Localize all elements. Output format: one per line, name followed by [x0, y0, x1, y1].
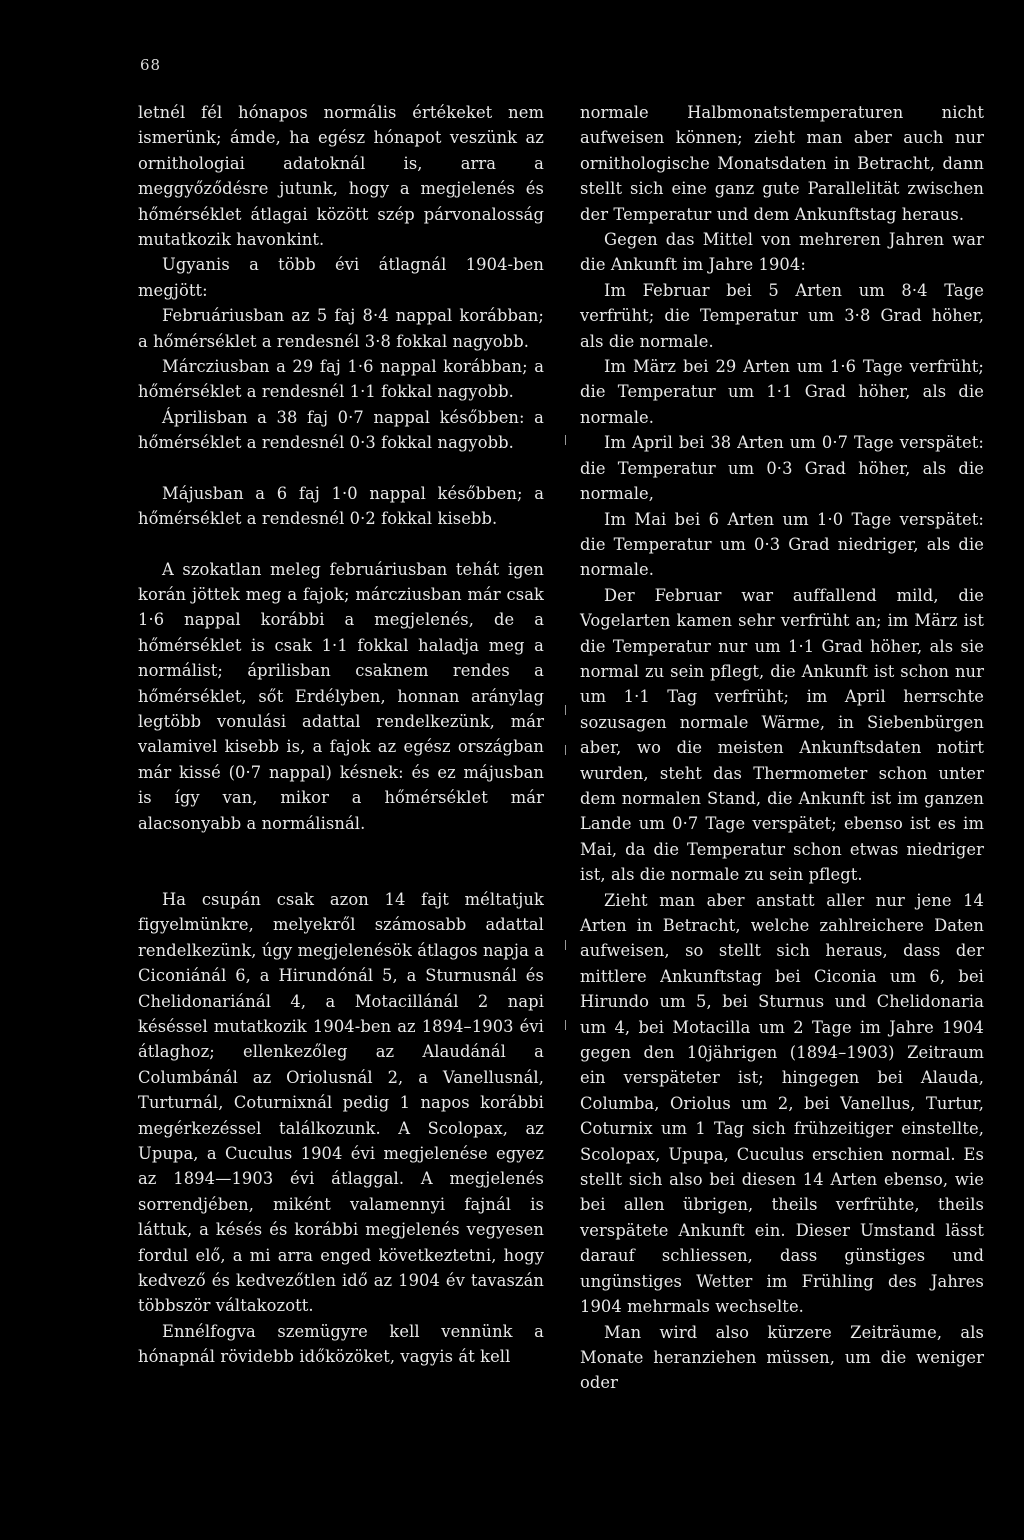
paragraph: Zieht man aber anstatt aller nur jene 14 Arten in Betracht, welche zahlreichere Daten aufweisen, so stellt sich heraus, dass der mittlere Ankunftstag bei Ciconia um 6, bei Hirundo um 5, bei Sturnus und Chelidonaria um 4, bei Motacilla um 2 Tage im Jahre 1904 gegen den 10jährigen (1894–1903) Zeitraum ein verspäteter ist; hingegen bei Alauda, Columba, Oriolus um 2, bei Vanellus, Turtur, Coturnix um 1 Tag sich frühzeitiger einstellte, Scolopax, Upupa, Cuculus erschien normal. Es stellt sich also bei diesen 14 Arten ebenso, wie bei allen übrigen, theils verfrühte, theils verspätete Ankunft ein. Dieser Umstand lässt darauf schliessen, dass günstiges und ungünstiges Wetter im Frühling des Jahres 1904 mehrmals wechselte. — [580, 890, 984, 1317]
german-text-column — [580, 100, 984, 1396]
paragraph: Der Februar war auffallend mild, die Vogelarten kamen sehr verfrüht an; im März ist die Temperatur nur um 1·1 Grad höher, als sie normal zu sein pflegt, die Ankunft ist schon nur um 1·1 Tag verfrüht; im April herrschte sozusagen normale Wärme, in Siebenbürgen aber, wo die meisten Ankunftsdaten notirt wurden, steht das Thermometer schon unter dem normalen Stand, die Ankunft ist im ganzen Lande um 0·7 Tage verspätet; ebenso ist es im Mai, da die Temperatur schon etwas niedriger ist, als die normale zu sein pflegt. — [580, 585, 984, 885]
paragraph: Man wird also kürzere Zeiträume, als Monate heranziehen müssen, um die weniger oder — [580, 1322, 984, 1393]
paragraph: normale Halbmonatstemperaturen nicht aufweisen können; zieht man aber auch nur ornithologische Monatsdaten in Betracht, dann stellt sich eine ganz gute Parallelität zwischen der Temperatur und dem Ankunftstag heraus. — [580, 103, 984, 224]
paragraph: A szokatlan meleg februáriusban tehát igen korán jöttek meg a fajok; márcziusban már csak 1·6 nappal korábbi a megjelenés, de a hőmérséklet is csak 1·1 fokkal haladja meg a normálist; áprilisban csaknem rendes a hőmérséklet, sőt Erdélyben, honnan aránylag legtöbb vonulási adattal rendelkezünk, már valamivel kisebb is, a fajok az egész országban már kissé (0·7 nappal) késnek: és ez májusban is így van, mikor a hőmérséklet már alacsonyabb a normálisnál. — [138, 559, 544, 833]
paragraph: Im April bei 38 Arten um 0·7 Tage verspätet: die Temperatur um 0·3 Grad höher, als die normale, — [580, 433, 984, 504]
paragraph: Gegen das Mittel von mehreren Jahren war die Ankunft im Jahre 1904: — [580, 230, 984, 275]
margin-tick — [565, 705, 566, 715]
paragraph: Im Februar bei 5 Arten um 8·4 Tage verfrüht; die Temperatur um 3·8 Grad höher, als die normale. — [580, 280, 984, 351]
paragraph: Márcziusban a 29 faj 1·6 nappal korábban; a hőmérséklet a rendesnél 1·1 fokkal nagyobb. — [138, 357, 544, 402]
paragraph: Im März bei 29 Arten um 1·6 Tage verfrüht; die Temperatur um 1·1 Grad höher, als die normale. — [580, 357, 984, 427]
margin-tick — [565, 1020, 566, 1030]
paragraph: letnél fél hónapos normális értékeket nem ismerünk; ámde, ha egész hónapot veszünk az ornithologiai adatoknál is, arra a meggyőződésre jutunk, hogy a megjelenés és hőmérséklet átlagai között szép párvonalosság mutatkozik havonkint. — [138, 103, 544, 250]
paragraph: Ugyanis a több évi átlagnál 1904-ben megjött: — [138, 255, 544, 300]
margin-tick — [565, 435, 566, 445]
paragraph: Áprilisban a 38 faj 0·7 nappal későbben: a hőmérséklet a rendesnél 0·3 fokkal nagyobb. — [138, 407, 544, 453]
hungarian-text-column — [138, 100, 544, 1370]
paragraph: Im Mai bei 6 Arten um 1·0 Tage verspätet: die Temperatur um 0·3 Grad niedriger, als die normale. — [580, 509, 984, 580]
paragraph: Februáriusban az 5 faj 8·4 nappal korábban; a hőmérséklet a rendesnél 3·8 fokkal nagyobb. — [138, 306, 544, 351]
page-number: 68 — [140, 56, 162, 74]
paragraph: Májusban a 6 faj 1·0 nappal későbben; a hőmérséklet a rendesnél 0·2 fokkal kisebb. — [138, 483, 544, 529]
paragraph: Ha csupán csak azon 14 fajt méltatjuk figyelmünkre, melyekről számosabb adattal rendelkezünk, úgy megjelenésök átlagos napja a Ciconiánál 6, a Hirundónál 5, a Sturnusnál és Chelidonariánál 4, a Motacillánál 2 napi késéssel mutatkozik 1904-ben az 1894–1903 évi átlaghoz; ellenkezőleg az Alaudánál a Columbánál az Oriolusnál 2, a Vanellusnál, Turturnál, Coturnixnál pedig 1 napos korábbi megérkezéssel találkozunk. A Scolopax, az Upupa, a Cuculus 1904 évi megjelenése egyez az 1894—1903 évi átlaggal. A megjelenés sorrendjében, miként valamennyi fajnál is láttuk, a késés és korábbi megjelenés vegyesen fordul elő, a mi arra enged következtetni, hogy kedvező és kedvezőtlen idő az 1904 év tavaszán többször váltakozott. — [138, 889, 544, 1316]
paragraph: Ennélfogva szemügyre kell vennünk a hónapnál rövidebb időközöket, vagyis át kell — [138, 1321, 544, 1367]
margin-tick — [565, 745, 566, 755]
margin-tick — [565, 940, 566, 950]
